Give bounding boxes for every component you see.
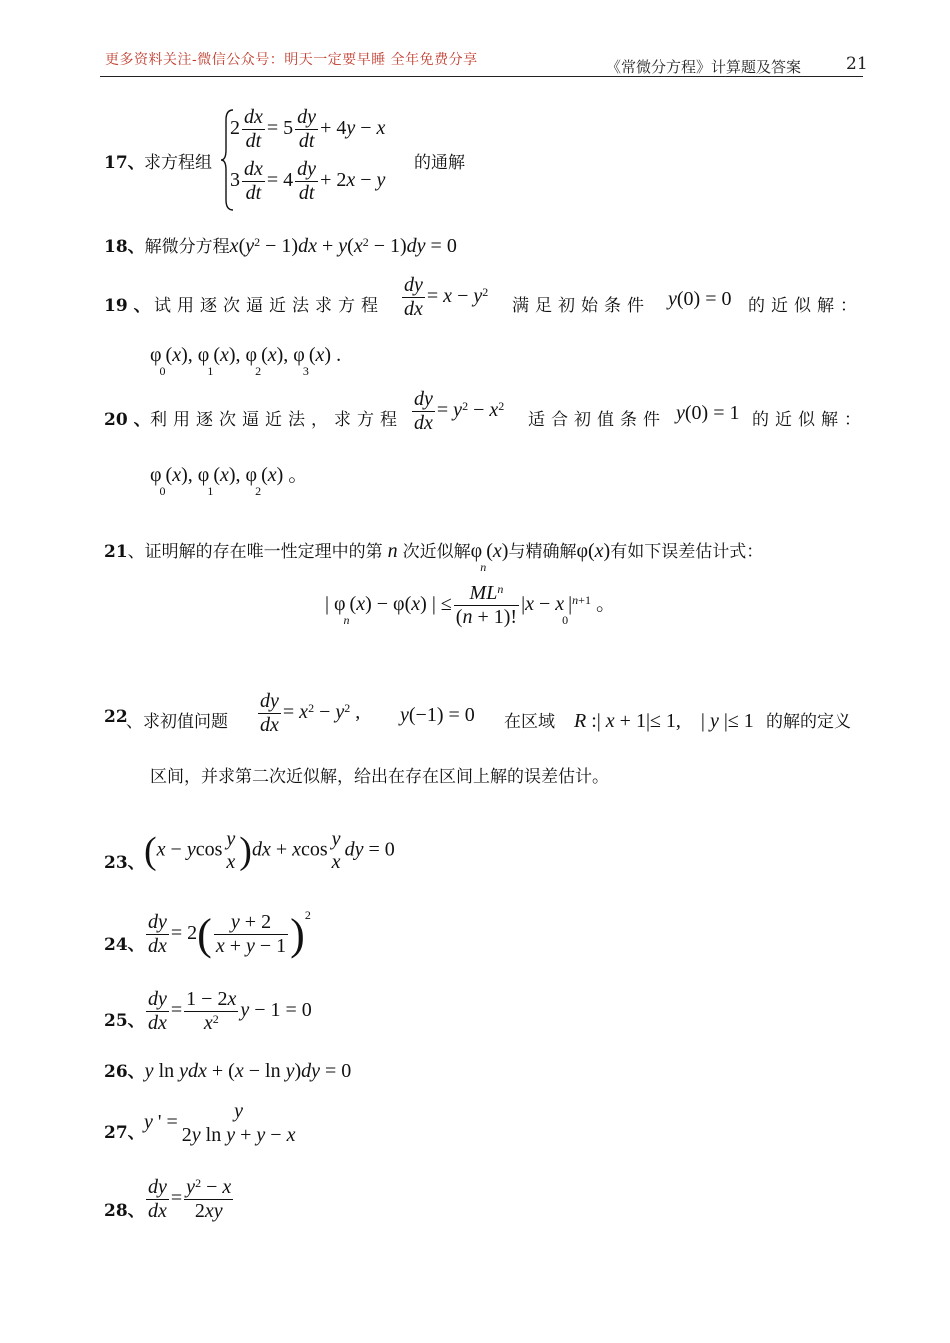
problem-text-d: 有如下误差估计式： [610, 542, 764, 562]
equation-26: y ln ydx + (x − ln y)dy = 0 [144, 1060, 352, 1082]
problem-text-b: 次近似解 [402, 542, 471, 562]
equation-17-1: 2 $\frac{dx}{dt}$ = 5 $\frac{dy}{dt}$ + 4y − x [230, 106, 386, 152]
problem-text-c: 的解的定义 [766, 712, 851, 732]
symbol-n: n [382, 540, 403, 562]
problem-text-c: 的近似解： [752, 410, 867, 430]
problem-number: 27、 [104, 1123, 145, 1143]
region-22: R :| x + 1|≤ 1, | y |≤ 1 [574, 710, 754, 732]
error-estimate-formula: | $\varphi_n(x) - \varphi(x)$ | ≤ $\frac{ML^n}{(n + 1)!}$ $|x - x_0|^{n+1}$ 。 [325, 582, 616, 628]
problem-number: 24、 [104, 935, 145, 955]
page-number: 21 [846, 54, 868, 74]
initial-condition-20: y(0) = 1 [676, 402, 740, 424]
phi-n: $\varphi_n(x)$ [470, 540, 509, 574]
problem-prefix: 解微分方程 [144, 237, 230, 257]
equation-24: $\frac{dy}{dx}$ = 2( $\frac{y + 2}{x + y - 1}$ )$^2$ [148, 908, 311, 959]
problem-26 [104, 1057, 351, 1083]
problem-22 [104, 690, 864, 787]
problem-number: 21 [104, 542, 128, 562]
problem-text-b: 适合初值条件 [528, 410, 666, 430]
problem-number: 25、 [104, 1011, 145, 1031]
approximations-20: $\varphi_0(x)$, $\varphi_1(x)$, $\varphi_2(x)$ 。 [150, 464, 309, 498]
problem-text-b: 在区域 [504, 712, 555, 732]
problem-20 [104, 388, 867, 498]
phi-exact: φ(x) [576, 540, 611, 562]
header-rule [100, 76, 863, 77]
problem-number: 19 、 [104, 296, 151, 316]
problem-number: 22 [104, 707, 128, 727]
problem-text-c: 的近似解： [748, 296, 863, 316]
equation-17-2: 3 $\frac{dx}{dt}$ = 4 $\frac{dy}{dt}$ + 2x − y [230, 158, 386, 204]
problem-22-line2: 区间，并求第二次近似解，给出在存在区间上解的误差估计。 [150, 767, 609, 787]
problem-number: 26、 [104, 1062, 145, 1082]
approximations-19: $\varphi_0(x)$, $\varphi_1(x)$, $\varphi_2(x)$, $\varphi_3(x)$ . [150, 344, 342, 378]
problem-text-a: 、证明解的存在唯一性定理中的第 [127, 542, 383, 562]
equation-19: $\frac{dy}{dx}$ = $x - y^2$ [404, 274, 489, 320]
initial-condition-19: y(0) = 0 [668, 288, 732, 310]
equation-18: $x(y^2 - 1)dx + y(x^2 - 1)dy = 0$ [229, 235, 457, 257]
problem-suffix: 的通解 [414, 153, 465, 173]
problem-number: 17、 [104, 153, 145, 173]
problem-18 [104, 232, 457, 258]
equation-27: y ' = y 2y ln y + y − x [144, 1100, 296, 1146]
equation-20: $\frac{dy}{dx}$ = $y^2 - x^2$ [414, 388, 505, 434]
equation-28: $\frac{dy}{dx}$ = $\frac{y^2 - x}{2xy}$ [148, 1176, 232, 1222]
header-promo: 更多资料关注-微信公众号：明天一定要早睡 全年免费分享 [105, 52, 478, 68]
book-title: 《常微分方程》计算题及答案 [606, 58, 802, 76]
problem-text-a: 试用逐次逼近法求方程 [154, 296, 384, 316]
problem-number: 18、 [104, 237, 145, 257]
equation-23: (x − ycos y x )dx + xcos y x dy = 0 [144, 828, 395, 873]
initial-condition-22: y(−1) = 0 [400, 704, 475, 726]
problem-number: 23、 [104, 853, 145, 873]
problem-text-c: 与精确解 [508, 542, 577, 562]
problem-prefix: 求方程组 [144, 153, 212, 173]
problem-text-a: 、求初值问题 [126, 712, 228, 732]
problem-21 [104, 537, 764, 574]
problem-text-b: 满足初始条件 [512, 296, 650, 316]
problem-number: 20 、 [104, 410, 151, 430]
problem-19 [104, 274, 864, 378]
problem-text-a: 利用逐次逼近法，求方程 [150, 410, 403, 430]
equation-25: $\frac{dy}{dx}$ = $\frac{1 - 2x}{x^2}$ y − 1 = 0 [148, 988, 312, 1034]
problem-number: 28、 [104, 1201, 145, 1221]
equation-22: $\frac{dy}{dx}$ = $x^2 - y^2$ , [260, 690, 361, 736]
